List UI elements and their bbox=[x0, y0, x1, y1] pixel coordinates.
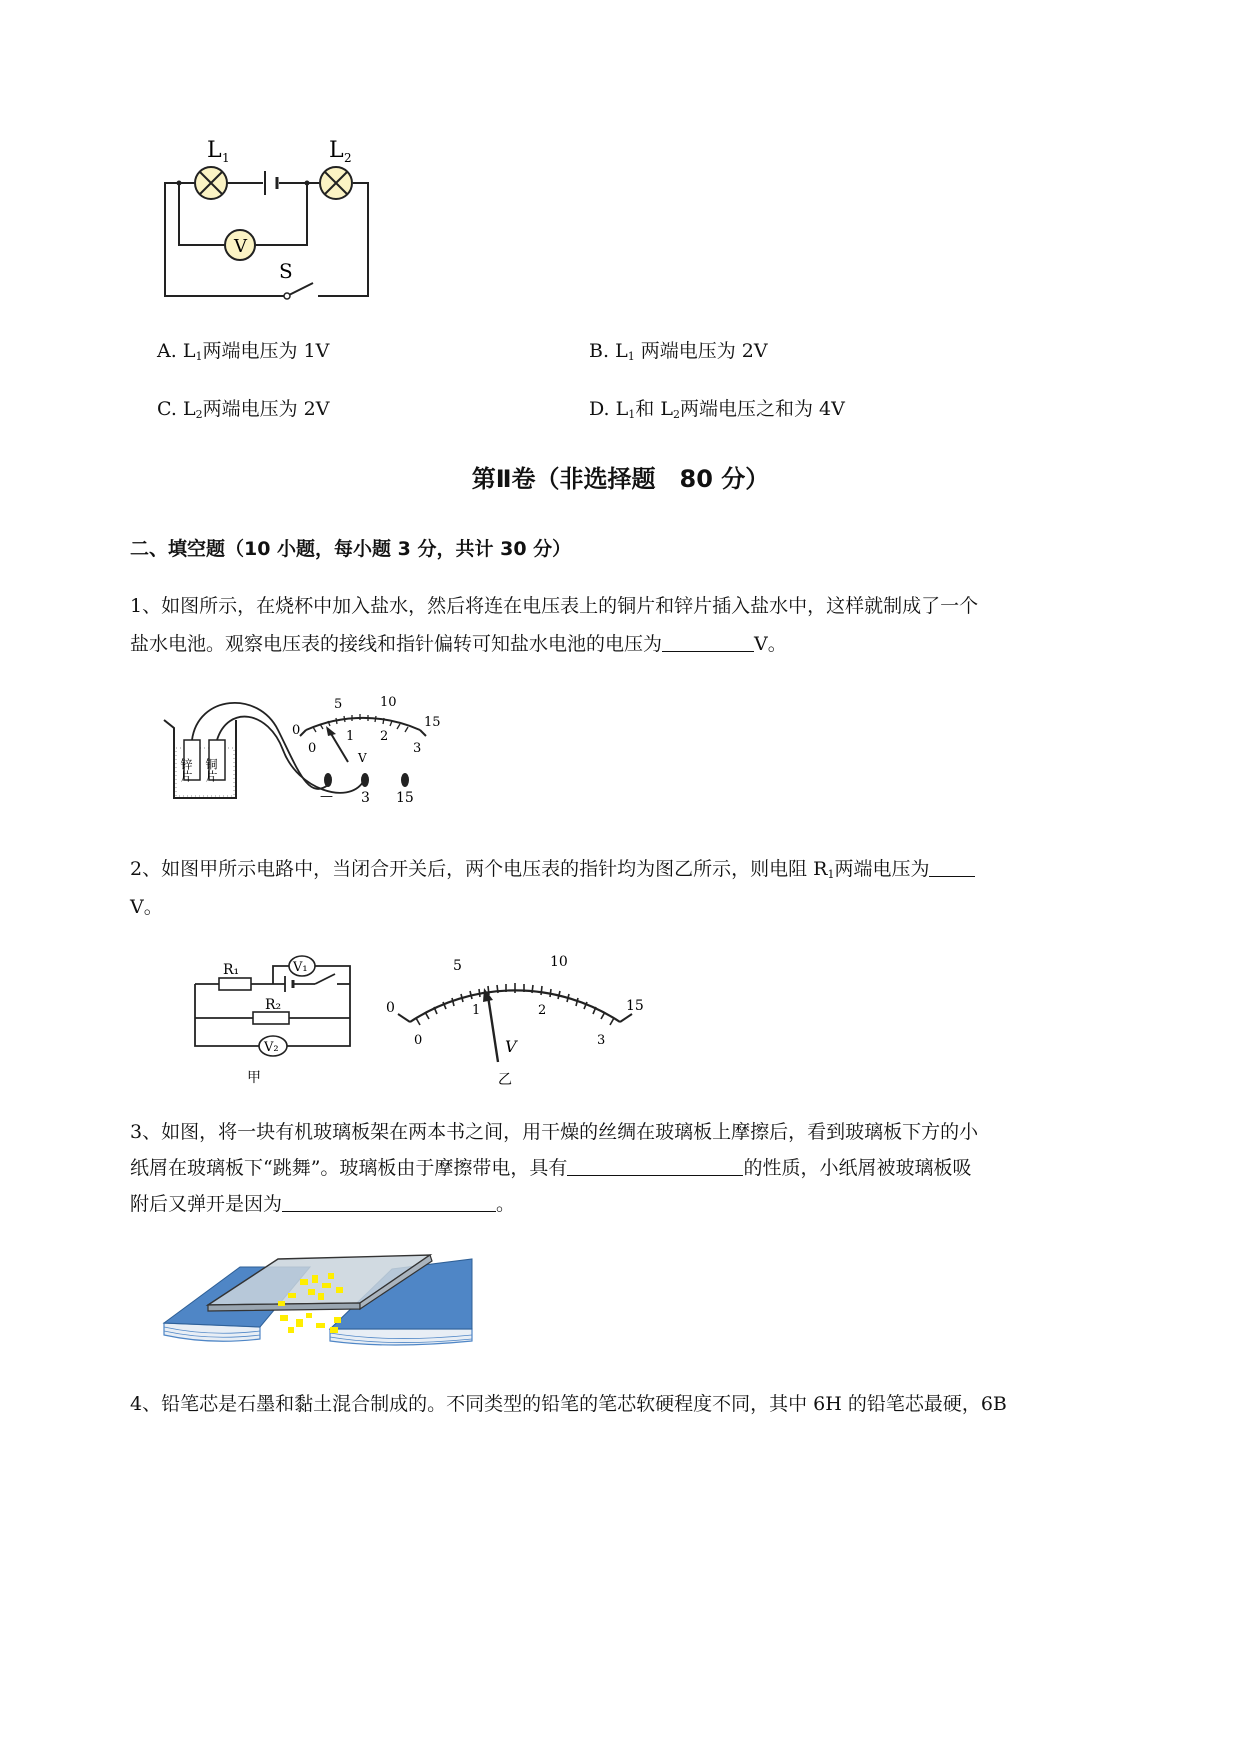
svg-text:锌片: 锌片 bbox=[179, 758, 193, 782]
label-l1: L bbox=[207, 138, 222, 163]
circuit-figure-jia bbox=[185, 952, 360, 1087]
svg-text:15: 15 bbox=[626, 998, 644, 1014]
svg-text:15: 15 bbox=[396, 790, 414, 806]
label-v: V bbox=[234, 236, 247, 257]
q2-line2: V。 bbox=[130, 896, 163, 918]
svg-text:乙: 乙 bbox=[498, 1072, 512, 1087]
svg-text:3: 3 bbox=[413, 741, 422, 756]
svg-text:1: 1 bbox=[472, 1003, 481, 1018]
svg-text:甲: 甲 bbox=[247, 1070, 261, 1086]
svg-text:10: 10 bbox=[550, 954, 568, 970]
svg-text:2: 2 bbox=[380, 729, 389, 744]
svg-text:10: 10 bbox=[380, 695, 397, 710]
glass-plate-books-figure bbox=[160, 1253, 500, 1353]
svg-text:5: 5 bbox=[453, 958, 462, 974]
svg-text:5: 5 bbox=[334, 697, 343, 712]
section-title: 二、填空题（10 小题，每小题 3 分，共计 30 分） bbox=[130, 538, 572, 560]
svg-text:1: 1 bbox=[222, 151, 230, 165]
svg-text:—: — bbox=[320, 789, 333, 804]
q3-line2: 纸屑在玻璃板下“跳舞”。玻璃板由于摩擦带电，具有 的性质，小纸屑被玻璃板吸 bbox=[130, 1157, 972, 1179]
svg-text:3: 3 bbox=[361, 790, 370, 806]
svg-text:0: 0 bbox=[292, 723, 301, 738]
svg-text:R₂: R₂ bbox=[265, 997, 282, 1013]
svg-text:R₁: R₁ bbox=[223, 962, 240, 978]
svg-text:V₁: V₁ bbox=[293, 960, 308, 975]
svg-text:V₂: V₂ bbox=[264, 1040, 279, 1055]
circuit-figure-1 bbox=[155, 135, 385, 305]
q3-answer-blank-2[interactable] bbox=[282, 1191, 496, 1212]
svg-text:2: 2 bbox=[538, 1003, 547, 1018]
part-title: 第Ⅱ卷（非选择题 80 分） bbox=[471, 465, 770, 493]
q1-line1: 1、如图所示，在烧杯中加入盐水，然后将连在电压表上的铜片和锌片插入盐水中，这样就制成了一个 bbox=[130, 595, 979, 617]
q4-line1: 4、铅笔芯是石墨和黏土混合制成的。不同类型的铅笔的笔芯软硬程度不同，其中 6H 的铅笔芯最硬，6B bbox=[130, 1393, 1007, 1415]
svg-text:1: 1 bbox=[346, 729, 355, 744]
resistor-r1 bbox=[219, 978, 251, 990]
option-a: A. $L_1$两端电压为 1V bbox=[157, 340, 330, 363]
option-b: B. $L_1$ 两端电压为 2V bbox=[589, 340, 768, 363]
svg-text:0: 0 bbox=[308, 741, 317, 756]
voltmeter-dial-yi bbox=[380, 952, 650, 1087]
q2-line1: 2、如图甲所示电路中，当闭合开关后，两个电压表的指针均为图乙所示，则电阻 $R_1$两端电压为 bbox=[130, 855, 975, 889]
svg-text:0: 0 bbox=[414, 1033, 423, 1048]
q2-answer-blank[interactable] bbox=[929, 856, 975, 877]
option-d: D. $L_1$和 $L_2$两端电压之和为 4V bbox=[589, 398, 845, 421]
svg-text:15: 15 bbox=[424, 715, 441, 730]
q3-line3: 附后又弹开是因为 。 bbox=[130, 1193, 516, 1215]
label-l2: L bbox=[329, 138, 344, 163]
svg-text:2: 2 bbox=[344, 151, 352, 165]
salt-water-battery-figure bbox=[158, 690, 448, 815]
svg-text:铜片: 铜片 bbox=[204, 758, 218, 782]
svg-text:3: 3 bbox=[597, 1033, 606, 1048]
resistor-r2 bbox=[253, 1012, 289, 1024]
label-s: S bbox=[279, 259, 293, 283]
svg-text:V: V bbox=[505, 1037, 517, 1056]
q1-answer-blank[interactable] bbox=[662, 631, 754, 652]
q3-line1: 3、如图，将一块有机玻璃板架在两本书之间，用干燥的丝绸在玻璃板上摩擦后，看到玻璃板下方的小 bbox=[130, 1121, 979, 1143]
option-c: C. $L_2$两端电压为 2V bbox=[157, 398, 330, 421]
svg-text:0: 0 bbox=[386, 1000, 395, 1016]
svg-text:V: V bbox=[358, 751, 367, 765]
q3-answer-blank-1[interactable] bbox=[567, 1155, 743, 1176]
q1-line2: 盐水电池。观察电压表的接线和指针偏转可知盐水电池的电压为 V。 bbox=[130, 633, 787, 655]
